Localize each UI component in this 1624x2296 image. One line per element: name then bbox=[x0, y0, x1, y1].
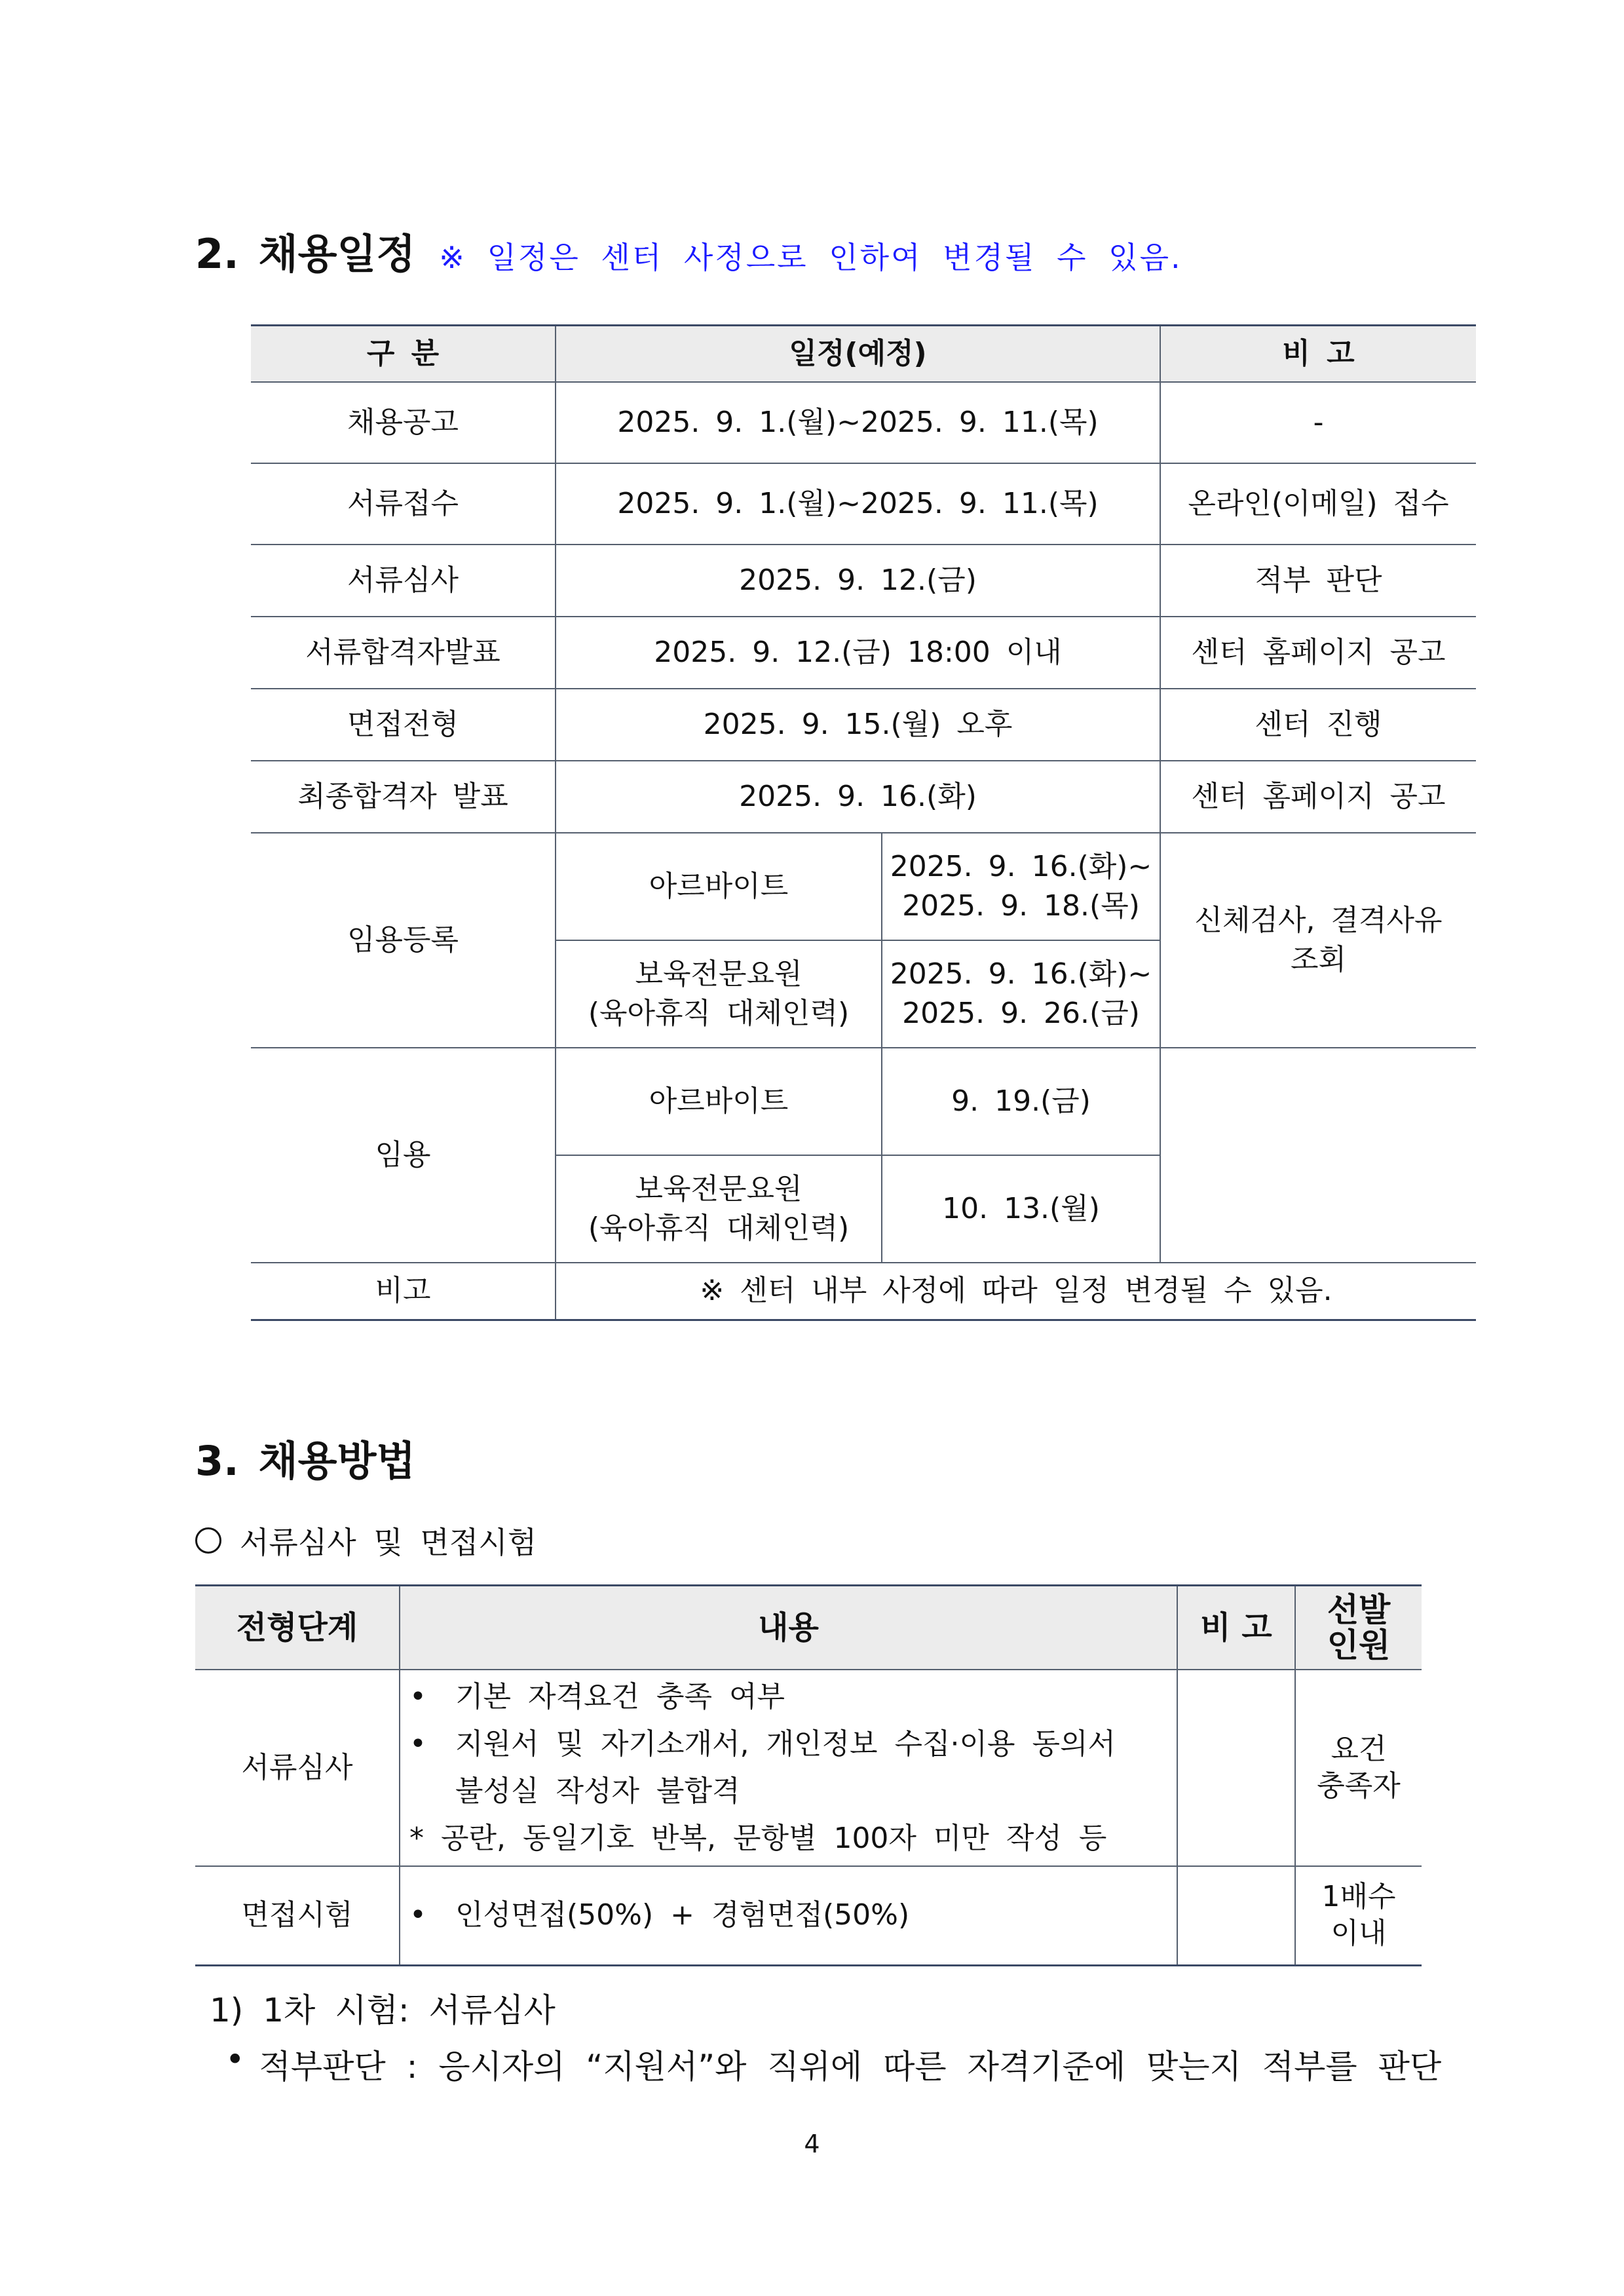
appointment-specialist-type bbox=[556, 1155, 882, 1263]
bullet-text: 기본 자격요건 충족 여부 bbox=[455, 1679, 785, 1713]
row-date: 2025. 9. 12.(금) 18:00 이내 bbox=[556, 617, 1160, 689]
row-date: 2025. 9. 1.(월)~2025. 9. 11.(목) bbox=[556, 382, 1160, 463]
header-selected-line: 인원 bbox=[1327, 1626, 1391, 1664]
method-subheading-text: 서류심사 및 면접시험 bbox=[240, 1525, 537, 1560]
row-label: 서류접수 bbox=[251, 463, 556, 545]
row-note: - bbox=[1160, 382, 1476, 463]
table-row bbox=[251, 617, 1476, 689]
doc-note bbox=[1177, 1670, 1295, 1866]
appointment-parttime-type: 아르바이트 bbox=[556, 1048, 882, 1155]
bullet-icon: • bbox=[409, 1898, 426, 1932]
table-row bbox=[251, 382, 1476, 463]
interview-note bbox=[1177, 1866, 1295, 1966]
appointment-label: 임용 bbox=[251, 1048, 556, 1263]
bullet-icon: • bbox=[409, 1727, 426, 1761]
registration-parttime-date bbox=[882, 833, 1160, 940]
doc-stage: 서류심사 bbox=[195, 1670, 400, 1866]
row-date: 2025. 9. 1.(월)~2025. 9. 11.(목) bbox=[556, 463, 1160, 545]
row-note: 온라인(이메일) 접수 bbox=[1160, 463, 1476, 545]
bullet-text: 지원서 및 자기소개서, 개인정보 수집·이용 동의서 bbox=[455, 1727, 1116, 1761]
row-note: 센터 홈페이지 공고 bbox=[1160, 617, 1476, 689]
selected-line: 이내 bbox=[1331, 1917, 1387, 1951]
section2-title: 채용일정 bbox=[258, 230, 416, 278]
header-selected-line: 선발 bbox=[1327, 1590, 1391, 1629]
date-line: 2025. 9. 18.(목) bbox=[902, 889, 1140, 923]
type-line: (육아휴직 대체인력) bbox=[588, 1211, 850, 1245]
table-row bbox=[195, 1866, 1422, 1966]
selected-line: 1배수 bbox=[1321, 1880, 1396, 1914]
date-line: 2025. 9. 16.(화)~ bbox=[890, 957, 1152, 991]
section3-number: 3. bbox=[195, 1437, 239, 1485]
row-date: 2025. 9. 15.(월) 오후 bbox=[556, 689, 1160, 761]
row-label: 채용공고 bbox=[251, 382, 556, 463]
table-row bbox=[195, 1670, 1422, 1866]
circle-bullet-icon bbox=[195, 1527, 221, 1554]
header-note: 비 고 bbox=[1177, 1586, 1295, 1670]
selected-line: 충족자 bbox=[1317, 1769, 1401, 1803]
registration-label: 임용등록 bbox=[251, 833, 556, 1048]
list-item bbox=[409, 1892, 1167, 1939]
note-line: 신체검사, 결격사유 bbox=[1194, 903, 1443, 937]
registration-specialist-date bbox=[882, 940, 1160, 1048]
section3-heading bbox=[195, 1428, 415, 1487]
bullet-icon: • bbox=[225, 2040, 245, 2078]
section3-title: 채용방법 bbox=[258, 1437, 416, 1485]
appointment-specialist-date: 10. 13.(월) bbox=[882, 1155, 1160, 1263]
table-row bbox=[251, 761, 1476, 833]
row-note: 센터 홈페이지 공고 bbox=[1160, 761, 1476, 833]
method-header-row bbox=[195, 1586, 1422, 1670]
judgement-text: 적부판단 : 응시자의 “지원서”와 직위에 따른 자격기준에 맞는지 적부를 판단 bbox=[259, 2048, 1442, 2086]
schedule-table bbox=[251, 324, 1476, 1321]
header-content: 내용 bbox=[400, 1586, 1177, 1670]
type-line: (육아휴직 대체인력) bbox=[588, 996, 850, 1030]
section2-note: ※ 일정은 센터 사정으로 인하여 변경될 수 있음. bbox=[439, 240, 1182, 275]
registration-specialist-type bbox=[556, 940, 882, 1048]
header-note: 비 고 bbox=[1160, 326, 1476, 382]
header-selected bbox=[1295, 1586, 1422, 1670]
page-number: 4 bbox=[804, 2130, 820, 2158]
row-note: 적부 판단 bbox=[1160, 545, 1476, 617]
section2-number: 2. bbox=[195, 230, 239, 278]
row-label: 서류합격자발표 bbox=[251, 617, 556, 689]
type-line: 보육전문요원 bbox=[635, 1172, 803, 1206]
row-date: 2025. 9. 12.(금) bbox=[556, 545, 1160, 617]
doc-selected bbox=[1295, 1670, 1422, 1866]
method-subheading bbox=[195, 1519, 537, 1562]
section2-heading bbox=[195, 221, 1182, 280]
row-date: 2025. 9. 16.(화) bbox=[556, 761, 1160, 833]
registration-parttime-type: 아르바이트 bbox=[556, 833, 882, 940]
row-label: 서류심사 bbox=[251, 545, 556, 617]
row-label: 면접전형 bbox=[251, 689, 556, 761]
interview-selected bbox=[1295, 1866, 1422, 1966]
bullet-continuation: 불성실 작성자 불합격 bbox=[455, 1774, 740, 1808]
date-line: 2025. 9. 26.(금) bbox=[902, 996, 1140, 1030]
test-stage-1: 1) 1차 시험: 서류심사 bbox=[210, 1991, 556, 2029]
list-item bbox=[409, 1674, 1167, 1721]
table-row bbox=[251, 1263, 1476, 1320]
appointment-parttime-date: 9. 19.(금) bbox=[882, 1048, 1160, 1155]
interview-content bbox=[400, 1866, 1177, 1966]
footnote: * 공란, 동일기호 반복, 문항별 100자 미만 작성 등 bbox=[409, 1821, 1107, 1855]
table-row bbox=[251, 545, 1476, 617]
header-stage: 전형단계 bbox=[195, 1586, 400, 1670]
type-line: 보육전문요원 bbox=[635, 957, 803, 991]
row-label: 최종합격자 발표 bbox=[251, 761, 556, 833]
remark-label: 비고 bbox=[251, 1263, 556, 1320]
header-schedule: 일정(예정) bbox=[556, 326, 1160, 382]
appointment-note bbox=[1160, 1048, 1476, 1263]
date-line: 2025. 9. 16.(화)~ bbox=[890, 849, 1152, 883]
table-row bbox=[251, 689, 1476, 761]
interview-stage: 면접시험 bbox=[195, 1866, 400, 1966]
row-note: 센터 진행 bbox=[1160, 689, 1476, 761]
schedule-header-row bbox=[251, 326, 1476, 382]
selected-line: 요건 bbox=[1331, 1732, 1387, 1766]
judgement-line bbox=[225, 2040, 1441, 2088]
header-category: 구 분 bbox=[251, 326, 556, 382]
bullet-icon: • bbox=[409, 1679, 426, 1713]
bullet-text: 인성면접(50%) + 경험면접(50%) bbox=[455, 1898, 910, 1932]
table-row bbox=[251, 1048, 1476, 1155]
table-row bbox=[251, 833, 1476, 940]
remark-text: ※ 센터 내부 사정에 따라 일정 변경될 수 있음. bbox=[556, 1263, 1476, 1320]
table-row bbox=[251, 463, 1476, 545]
doc-content bbox=[400, 1670, 1177, 1866]
list-item bbox=[409, 1721, 1167, 1768]
registration-note bbox=[1160, 833, 1476, 1048]
method-table bbox=[195, 1584, 1422, 1966]
note-line: 조회 bbox=[1291, 942, 1347, 976]
